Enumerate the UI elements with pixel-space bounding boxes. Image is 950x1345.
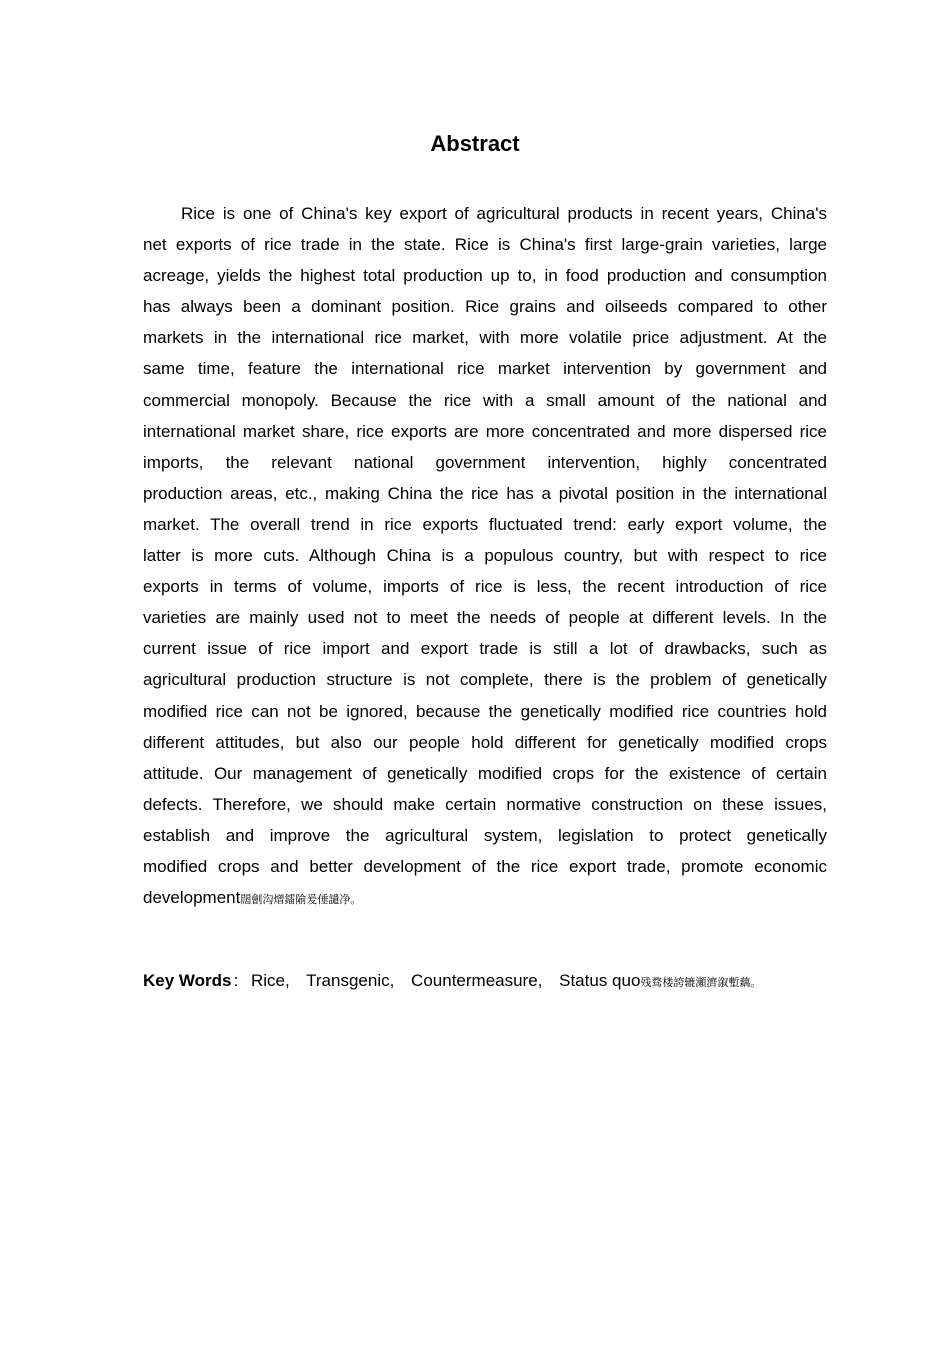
keyword-item: Rice,	[250, 971, 290, 990]
abstract-title: Abstract	[430, 131, 520, 156]
keywords-label: Key Words	[143, 971, 232, 990]
abstract-line: market. The overall trend in rice exports fluctuated trend: early export volume, the	[143, 514, 827, 534]
keyword-item: Status quo	[559, 971, 641, 990]
abstract-line: latter is more cuts. Although China is a populous country, but with respect to rice	[143, 546, 827, 566]
abstract-line: net exports of rice trade in the state. Rice is China's first large-grain varieties, large	[143, 235, 827, 255]
abstract-line: defects. Therefore, we should make certain normative construction on these issues,	[143, 794, 827, 814]
abstract-line: acreage, yields the highest total production up to, in food production and consumption	[143, 266, 827, 286]
keyword-item: Countermeasure,	[411, 971, 543, 990]
abstract-line: commercial monopoly. Because the rice with a small amount of the national and	[143, 390, 827, 410]
abstract-line: current issue of rice import and export trade is still a lot of drawbacks, such as	[143, 639, 827, 659]
keywords-line	[143, 968, 863, 996]
abstract-last-word: development	[143, 888, 241, 908]
abstract-line: same time, feature the international rice market intervention by government and	[143, 359, 827, 379]
abstract-body	[143, 198, 827, 915]
abstract-line: varieties are mainly used not to meet the needs of people at different levels. In the	[143, 608, 827, 628]
keywords-separator: :	[233, 971, 239, 990]
abstract-line: international market share, rice exports are more concentrated and more dispersed rice	[143, 421, 827, 441]
garbled-text: 闊劊沟熷鐳隃爰倕譴净。	[240, 893, 362, 907]
abstract-line: imports, the relevant national government intervention, highly concentrated	[143, 452, 827, 472]
garbled-text: 残骛楼誇辘瀬濟溆塹藕。	[640, 976, 762, 989]
abstract-line: modified crops and better development of the rice export trade, promote economic	[143, 856, 827, 876]
abstract-line: different attitudes, but also our people hold different for genetically modified crops	[143, 732, 827, 752]
abstract-line: production areas, etc., making China the rice has a pivotal position in the international	[143, 483, 827, 503]
abstract-line: agricultural production structure is not complete, there is the problem of genetically	[143, 670, 827, 690]
abstract-line: attitude. Our management of genetically modified crops for the existence of certain	[143, 763, 827, 783]
abstract-line: modified rice can not be ignored, because the genetically modified rice countries hold	[143, 701, 827, 721]
abstract-line: exports in terms of volume, imports of rice is less, the recent introduction of rice	[143, 577, 827, 597]
abstract-line: Rice is one of China's key export of agricultural products in recent years, China's	[181, 204, 827, 223]
abstract-line: establish and improve the agricultural system, legislation to protect genetically	[143, 825, 827, 845]
abstract-line-last	[143, 882, 827, 915]
abstract-line: has always been a dominant position. Rice grains and oilseeds compared to other	[143, 297, 827, 317]
abstract-line: markets in the international rice market, with more volatile price adjustment. At the	[143, 328, 827, 348]
keyword-item: Transgenic,	[306, 971, 395, 990]
